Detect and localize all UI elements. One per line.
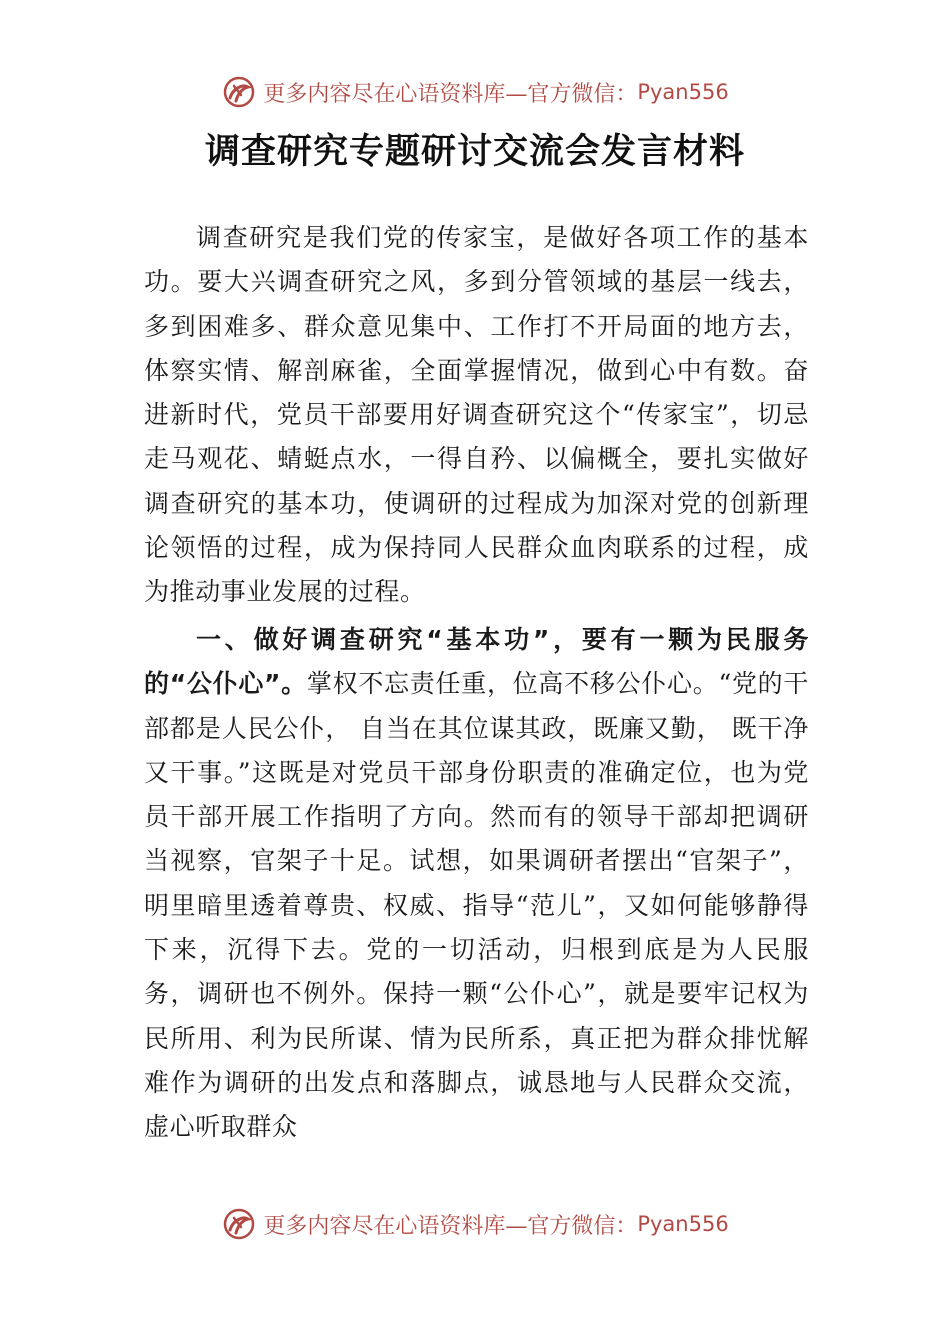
paragraph-intro: 调查研究是我们党的传家宝，是做好各项工作的基本功。要大兴调查研究之风，多到分管领域的基层一线去，多到困难多、群众意见集中、工作打不开局面的地方去，体察实情、解剖麻雀，全面掌握情况，做到心中有数。奋进新时代，党员干部要用好调查研究这个“传家宝”，切忌走马观花、蜻蜓点水，一得自矜、以偏概全，要扎实做好调查研究的基本功，使调研的过程成为加深对党的创新理论领悟的过程，成为保持同人民群众血肉联系的过程，成为推动事业发展的过程。 xyxy=(144,223,809,607)
footer-watermark xyxy=(0,1204,950,1244)
watermark-wechat-id: Pyan556 xyxy=(637,1212,729,1236)
watermark-text: 更多内容尽在心语资料库—官方微信： xyxy=(263,1213,638,1239)
section-heading: 一、做好调查研究“基本功”，要有一颗为民服务的“公仆心”。 xyxy=(144,625,809,699)
paragraph-section-1 xyxy=(144,618,809,1150)
document-title: 调查研究专题研讨交流会发言材料 xyxy=(204,131,745,172)
header-watermark xyxy=(0,72,950,112)
swirl-logo-icon xyxy=(221,74,257,110)
section-body: 掌权不忘责任重，位高不移公仆心。“党的干部都是人民公仆， 自当在其位谋其政，既廉又勤， 既干净又干事。”这既是对党员干部身份职责的准确定位，也为党员干部开展工作指明了方向。然而有的领导干部却把调研当视察，官架子十足。试想，如果调研者摆出“官架子”，明里暗里透着尊贵、权威、指导“范儿”，又如何能够静得下来，沉得下去。党的一切活动，归根到底是为人民服务，调研也不例外。保持一颗“公仆心”，就是要牢记权为民所用、利为民所谋、情为民所系，真正把为群众排忧解难作为调研的出发点和落脚点，诚恳地与人民群众交流，虚心听取群众 xyxy=(144,669,809,1142)
swirl-logo-icon xyxy=(221,1206,257,1242)
watermark-wechat-id: Pyan556 xyxy=(637,80,729,104)
watermark-text: 更多内容尽在心语资料库—官方微信： xyxy=(263,81,638,107)
